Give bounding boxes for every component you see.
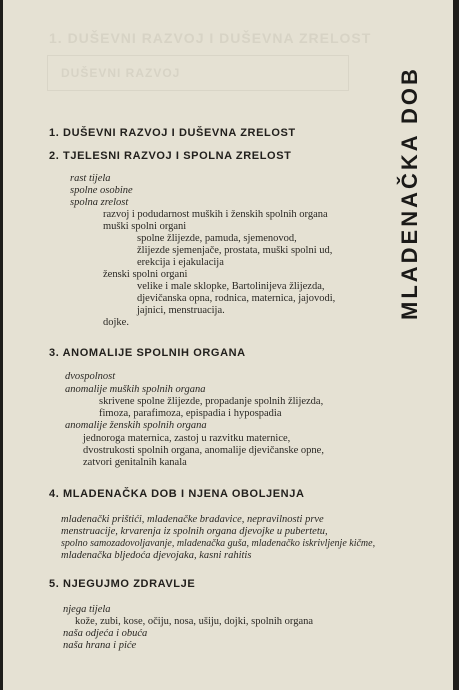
outline-item: muški spolni organi: [103, 221, 187, 232]
outline-item: menstruacije, krvarenja iz spolnih organa djevojke u pubertetu,: [61, 526, 328, 537]
outline-item: rast tijela: [70, 173, 111, 184]
outline-item: erekcija i ejakulacija: [137, 257, 224, 268]
outline-item: dojke.: [103, 317, 129, 328]
outline-item: anomalije ženskih spolnih organa: [65, 420, 207, 431]
outline-item: anomalije muških spolnih organa: [65, 384, 206, 395]
bleed-through-heading: 1. DUŠEVNI RAZVOJ I DUŠEVNA ZRELOST: [49, 30, 372, 46]
section-2-heading: 2. TJELESNI RAZVOJ I SPOLNA ZRELOST: [49, 150, 292, 162]
outline-item: spolna zrelost: [70, 197, 129, 208]
outline-item: naša odjeća i obuća: [63, 628, 148, 639]
outline-item: mladenačka bljedoća djevojaka, kasni rahitis: [61, 550, 252, 561]
outline-item: naša hrana i piće: [63, 640, 137, 651]
chapter-title: MLADENAČKA DOB: [397, 66, 422, 320]
outline-item: žlijezde sjemenjače, prostata, muški spolni ud,: [137, 245, 333, 256]
outline-item: skrivene spolne žlijezde, propadanje spolnih žlijezda,: [99, 396, 324, 407]
section-4-heading: 4. MLADENAČKA DOB I NJENA OBOLJENJA: [49, 488, 305, 500]
bleed-through-subheading: DUŠEVNI RAZVOJ: [61, 66, 181, 80]
outline-item: dvostrukosti spolnih organa, anomalije djevičanske opne,: [83, 445, 324, 456]
outline-item: zatvori genitalnih kanala: [83, 457, 187, 468]
outline-item: jednoroga maternica, zastoj u razvitku maternice,: [83, 433, 291, 444]
outline-item: spolne žlijezde, pamuda, sjemenovod,: [137, 233, 297, 244]
outline-item: ženski spolni organi: [103, 269, 188, 280]
outline-item: dvospolnost: [65, 371, 116, 382]
book-page: [3, 0, 453, 690]
outline-item: razvoj i podudarnost muških i ženskih spolnih organa: [103, 209, 328, 220]
outline-item: mladenački prištići, mladenačke bradavice, nepravilnosti prve: [61, 514, 324, 525]
section-1-heading: 1. DUŠEVNI RAZVOJ I DUŠEVNA ZRELOST: [49, 127, 296, 139]
outline-item: spolno samozadovoljavanje, mladenačka guša, mladenačko iskrivljenje kičme,: [61, 538, 376, 549]
section-3-heading: 3. ANOMALIJE SPOLNIH ORGANA: [49, 347, 246, 359]
outline-item: spolne osobine: [70, 185, 133, 196]
outline-item: fimoza, parafimoza, epispadia i hypospadia: [99, 408, 282, 419]
outline-item: kože, zubi, kose, očiju, nosa, ušiju, dojki, spolnih organa: [75, 616, 314, 627]
section-5-heading: 5. NJEGUJMO ZDRAVLJE: [49, 578, 196, 590]
outline-item: jajnici, menstruacija.: [137, 305, 225, 316]
outline-item: djevičanska opna, rodnica, maternica, jajovodi,: [137, 293, 336, 304]
outline-item: velike i male sklopke, Bartolinijeva žlijezda,: [137, 281, 325, 292]
outline-item: njega tijela: [63, 604, 111, 615]
